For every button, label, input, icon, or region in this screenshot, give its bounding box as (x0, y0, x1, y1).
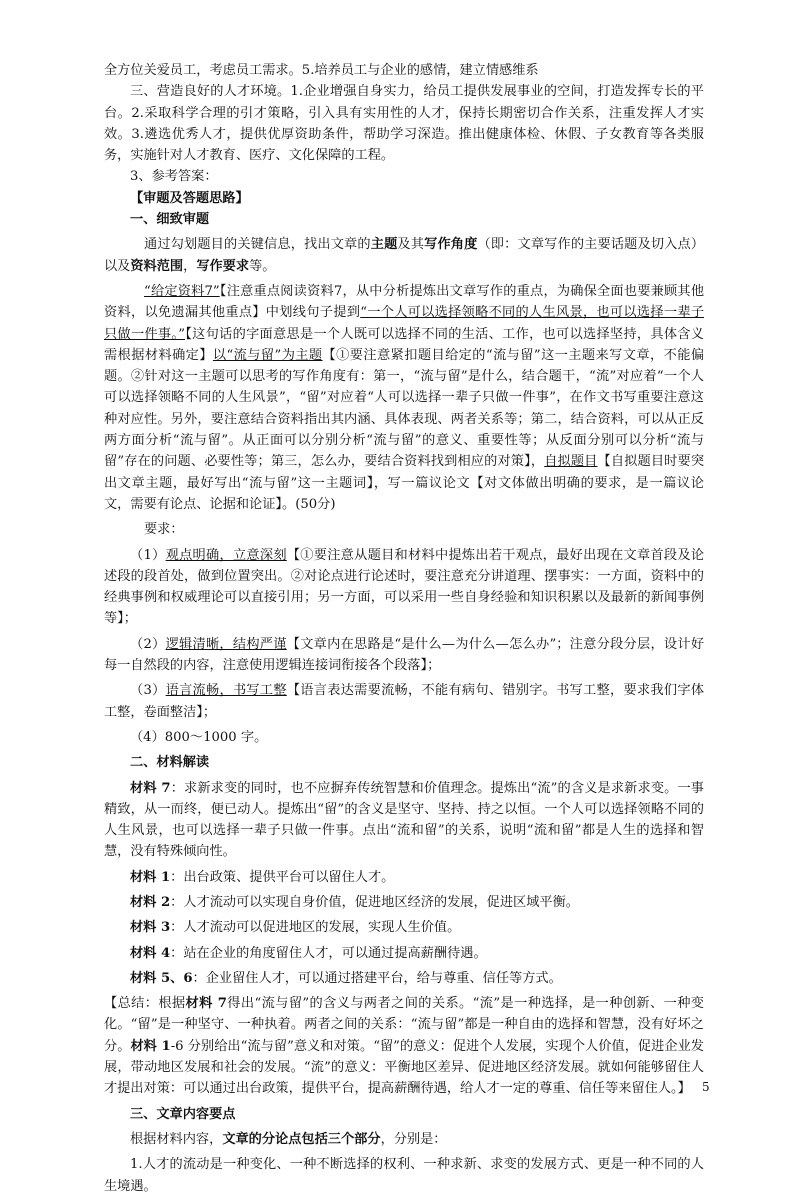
section-heading: 一、细致审题 (130, 212, 210, 228)
requirement-item: （1）观点明确，立意深刻【①要注意从题目和材料中提炼出若干观点，最好出现在文章首段及论述段的段首处，做到位置突出。②对论点进行论述时，要注意充分讲道理、摆事实：一方面，资料中的经典事例和权威理论可以直接引用；另一方面，可以采用一些自身经验和知识积累以及最新的新闻事例等】； (104, 547, 705, 627)
document-body (104, 60, 704, 1197)
paragraph: 通过勾划题目的关键信息，找出文章的主题及其写作角度（即：文章写作的主要话题及切入点）以及资料范围，写作要求等。 (104, 237, 705, 274)
requirement-item: （3）语言流畅，书写工整【语言表达需要流畅，不能有病句、错别字。书写工整，要求我们字体工整，卷面整洁】； (104, 683, 705, 720)
material-item: 材料 3：人才流动可以促进地区的发展，实现人生价值。 (130, 920, 461, 936)
material-item: 材料 2：人才流动可以实现自身价值，促进地区经济的发展，促进区域平衡。 (130, 894, 579, 910)
paragraph: 全方位关爱员工，考虑员工需求。5.培养员工与企业的感情，建立情感维系 (104, 63, 539, 78)
summary-paragraph: 【总结：根据材料 7得出“流与留”的含义与两者之间的关系。“流”是一种选择，是一种创新、一种变化。“留”是一种坚守、一种执着。两者之间的关系：“流与留”都是一种自由的选择和智慧，没有好坏之分。材料 1-6 分别给出“流与留”意义和对策。“留”的意义：促进个人发展，实现个人价值，促进企业发展，带动地区发展和社会的发展。“流”的意义：平衡地区差异、促进地区经济发展。就如何能够留住人才提出对策：可以通过出台政策，提供平台，提高薪酬待遇，给人才一定的尊重、信任等来留住人。】 (104, 996, 704, 1097)
material-item: 材料 1：出台政策、提供平台可以留住人才。 (130, 869, 395, 885)
paragraph: “给定资料7”【注意重点阅读资料7，从中分析提炼出文章写作的重点，为确保全面也要兼顾其他资料，以免遗漏其他重点】中划线句子提到“一个人可以选择领略不同的人生风景，也可以选择一辈子只做一件事。”【这句话的字面意思是一个人既可以选择不同的生活、工作，也可以选择坚持，具体含义需根据材料确定】以“流与留”为主题【①要注意紧扣题目给定的“流与留”这一主题来写文章，不能偏题。②针对这一主题可以思考的写作角度有：第一，“流与留”是什么，结合题干，“流”对应着“一个人可以选择领略不同的人生风景”，“留”对应着“人可以选择一辈子只做一件事”，在作文书写重要注意这种对应性。另外，要注意结合资料指出其内涵、具体表现、两者关系等；第二，结合资料，可以从正反两方面分析“流与留”。从正面可以分别分析“流与留”的意义、重要性等；从反面分别可以分析“流与留”存在的问题、必要性等；第三，怎么办，要结合资料找到相应的对策】，自拟题目【自拟题目时要突出文章主题，最好写出“流与留”这一主题词】，写一篇议论文【对文体做出明确的要求，是一篇议论文，需要有论点、论据和论证】。(50分) (104, 283, 705, 512)
paragraph: 根据材料内容，文章的分论点包括三个部分，分别是： (130, 1131, 447, 1147)
paragraph: 要求： (144, 522, 184, 538)
paragraph: 3、参考答案： (130, 169, 218, 185)
paragraph: 1.人才的流动是一种变化、一种不断选择的权利、一种求新、求变的发展方式、更是一种不同的人生境遇。 (104, 1157, 704, 1194)
material-item: 材料 7：求新求变的同时，也不应摒弃传统智慧和价值理念。提炼出“流”的含义是求新求变。一事精致，从一而终，便已动人。提炼出“留”的含义是坚守、坚持、持之以恒。一个人可以选择领略不同的人生风景，也可以选择一辈子只做一件事。点出“流和留”的关系，说明“流和留”都是人生的选择和智慧，没有特殊倾向性。 (104, 780, 704, 860)
section-heading: 三、文章内容要点 (130, 1106, 236, 1122)
requirement-item: （4）800～1000 字。 (130, 729, 268, 745)
material-item: 材料 5、6：企业留住人才，可以通过搭建平台，给与尊重、信任等方式。 (130, 970, 562, 986)
requirement-item: （2）逻辑清晰，结构严谨【文章内在思路是“是什么—为什么—怎么办”；注意分段分层，设计好每一自然段的内容，注意使用逻辑连接词衔接各个段落】； (104, 636, 705, 674)
page-number: 5 (702, 1080, 710, 1094)
material-item: 材料 4：站在企业的角度留住人才，可以通过提高薪酬待遇。 (130, 945, 487, 961)
section-heading: 【审题及答题思路】 (130, 190, 249, 206)
paragraph: 三、营造良好的人才环境。1.企业增强自身实力，给员工提供发展事业的空间，打造发挥专长的平台。2.采取科学合理的引才策略，引入具有实用性的人才，保持长期密切合作关系，注重发挥人才实效。3.遴选优秀人才，提供优厚资助条件，帮助学习深造。推出健康体检、休假、子女教育等各类服务，实施针对人才教育、医疗、文化保障的工程。 (104, 84, 704, 164)
section-heading: 二、材料解读 (130, 755, 210, 771)
